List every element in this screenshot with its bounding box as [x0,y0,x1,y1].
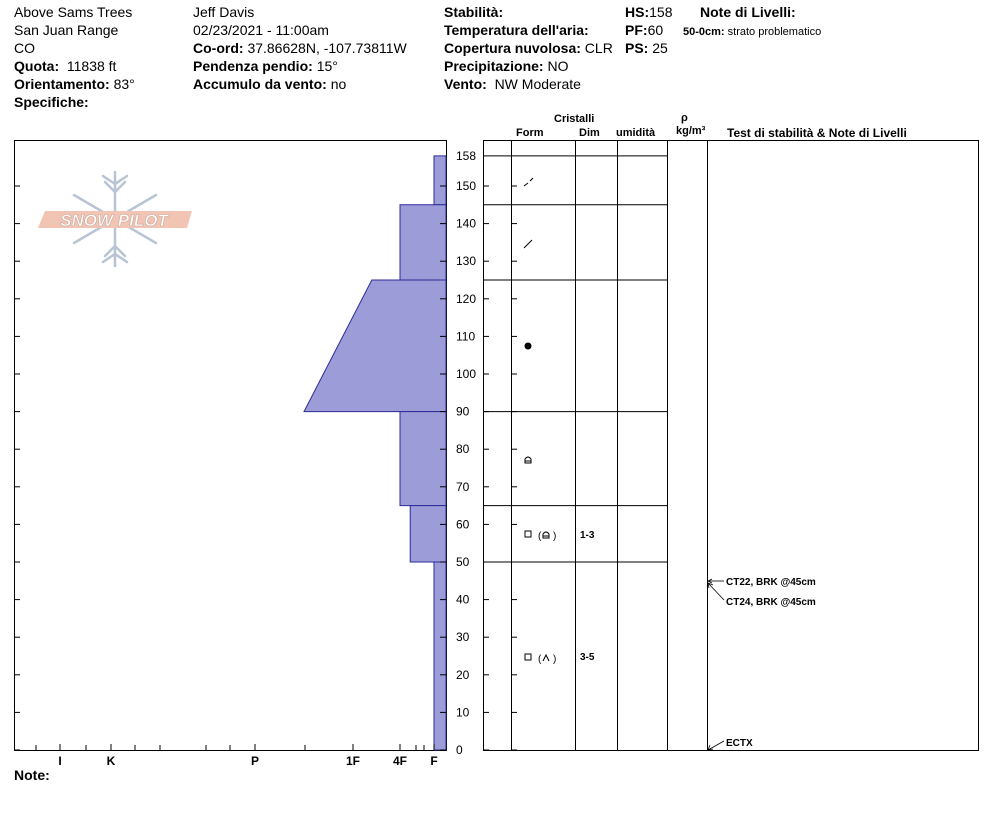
hardness-layer-3 [400,412,446,506]
state: CO [14,40,35,56]
pf-value: 60 [647,22,664,38]
layer-notes-label: Note di Livelli: [700,4,796,20]
ps-label: PS: [625,40,649,56]
size-label-5: 3-5 [580,652,595,663]
air-temp-label: Temperatura dell'aria: [444,22,589,38]
stability-label: Stabilità: [444,4,504,20]
height-label-60: 60 [456,517,470,532]
hardness-label-1F: 1F [345,754,361,768]
observer-name: Jeff Davis [193,4,255,20]
aspect-label: Orientamento: [14,76,110,92]
wind-label: Vento: [444,76,487,92]
precip-value: NO [547,58,569,74]
hardness-layers [304,156,446,750]
hardness-label-K: K [106,754,116,768]
layer-note-depth: 50-0cm: [683,26,725,38]
height-label-140: 140 [456,216,477,231]
height-label-0: 0 [456,743,463,757]
height-axis-labels [456,149,476,757]
stability-test-ct24: CT24, BRK @45cm [726,597,816,608]
height-label-120: 120 [456,291,477,306]
hardness-layer-2 [304,280,446,412]
hardness-plot-frame [15,141,447,751]
decomposing-icon [524,240,532,248]
pf-label: PF: [625,22,648,38]
height-label-130: 130 [456,254,477,269]
stability-arrow-icon [708,579,724,750]
stability-test-notes [708,577,816,750]
cloud-value: CLR [584,40,613,56]
mountain-range: San Juan Range [14,22,119,38]
coord-value: 37.86628N, -107.73811W [247,40,407,56]
size-header: Dim [579,127,600,139]
aspect-value: 83° [113,76,135,92]
hs-value: 158 [649,4,673,20]
depth-hoar-mixed-icon [525,654,556,665]
height-label-70: 70 [456,479,470,494]
wind-value: NW Moderate [494,76,581,92]
cloud-label: Copertura nuvolosa: [444,40,581,56]
height-label-20: 20 [456,667,470,682]
height-label-158: 158 [456,148,477,163]
hardness-layer-5 [434,562,446,750]
notes-label: Note: [14,767,50,783]
snowpilot-logo [38,172,192,266]
moisture-header: umidità [616,127,656,139]
elevation-label: Quota: [14,58,60,74]
form-header: Form [516,127,544,139]
height-label-40: 40 [456,592,470,607]
height-label-30: 30 [456,630,470,645]
hardness-layer-4 [410,506,446,562]
wind-loading-label: Accumulo da vento: [193,76,327,92]
slope-label: Pendenza pendio: [193,58,313,74]
density-symbol: ρ [681,112,688,124]
faceted-mixed-icon [525,531,556,542]
height-axis-ticks [14,186,446,750]
round-grain-icon [525,343,531,349]
svg-text:(: ( [538,531,542,542]
svg-text:(: ( [538,654,542,665]
hardness-axis [36,744,438,768]
layer-note-text: strato problematico [727,26,822,38]
density-unit: kg/m³ [676,125,706,137]
ps-value: 25 [652,40,668,56]
observation-datetime: 02/23/2021 - 11:00am [193,22,329,38]
logo-text: SNOW PILOT [60,211,168,230]
hardness-layer-1 [400,205,446,280]
crystal-symbols [524,178,556,665]
stability-test-ectx: ECTX [726,738,753,749]
location-name: Above Sams Trees [14,4,133,20]
height-label-10: 10 [456,705,470,720]
height-label-100: 100 [456,367,477,381]
hardness-label-F: F [430,754,438,768]
hardness-label-I: I [58,754,62,768]
size-label-4: 1-3 [580,529,595,541]
precip-label: Precipitazione: [444,58,544,74]
svg-text:): ) [553,654,557,665]
height-label-150: 150 [456,179,477,193]
height-label-90: 90 [456,404,470,419]
specifics-label: Specifiche: [14,94,89,110]
svg-text:): ) [553,531,557,542]
hardness-label-4F: 4F [392,754,408,768]
height-label-50: 50 [456,555,470,569]
wind-loading-value: no [330,76,347,92]
size-labels [580,530,595,663]
crystal-table-frame [484,141,979,751]
hs-label: HS: [625,4,650,20]
slope-value: 15° [316,58,338,74]
coord-label: Co-ord: [193,40,244,56]
faceted-rounded-icon [525,457,531,463]
stability-test-ct22: CT22, BRK @45cm [726,577,816,588]
hardness-label-P: P [250,754,260,768]
height-label-80: 80 [456,442,470,457]
crust-fragment-icon [524,178,533,186]
stability-notes-header: Test di stabilità & Note di Livelli [727,126,907,140]
elevation-value: 11838 ft [66,58,117,74]
height-label-110: 110 [456,329,476,344]
hardness-layer-0 [434,156,446,205]
crystals-header: Cristalli [554,113,595,125]
